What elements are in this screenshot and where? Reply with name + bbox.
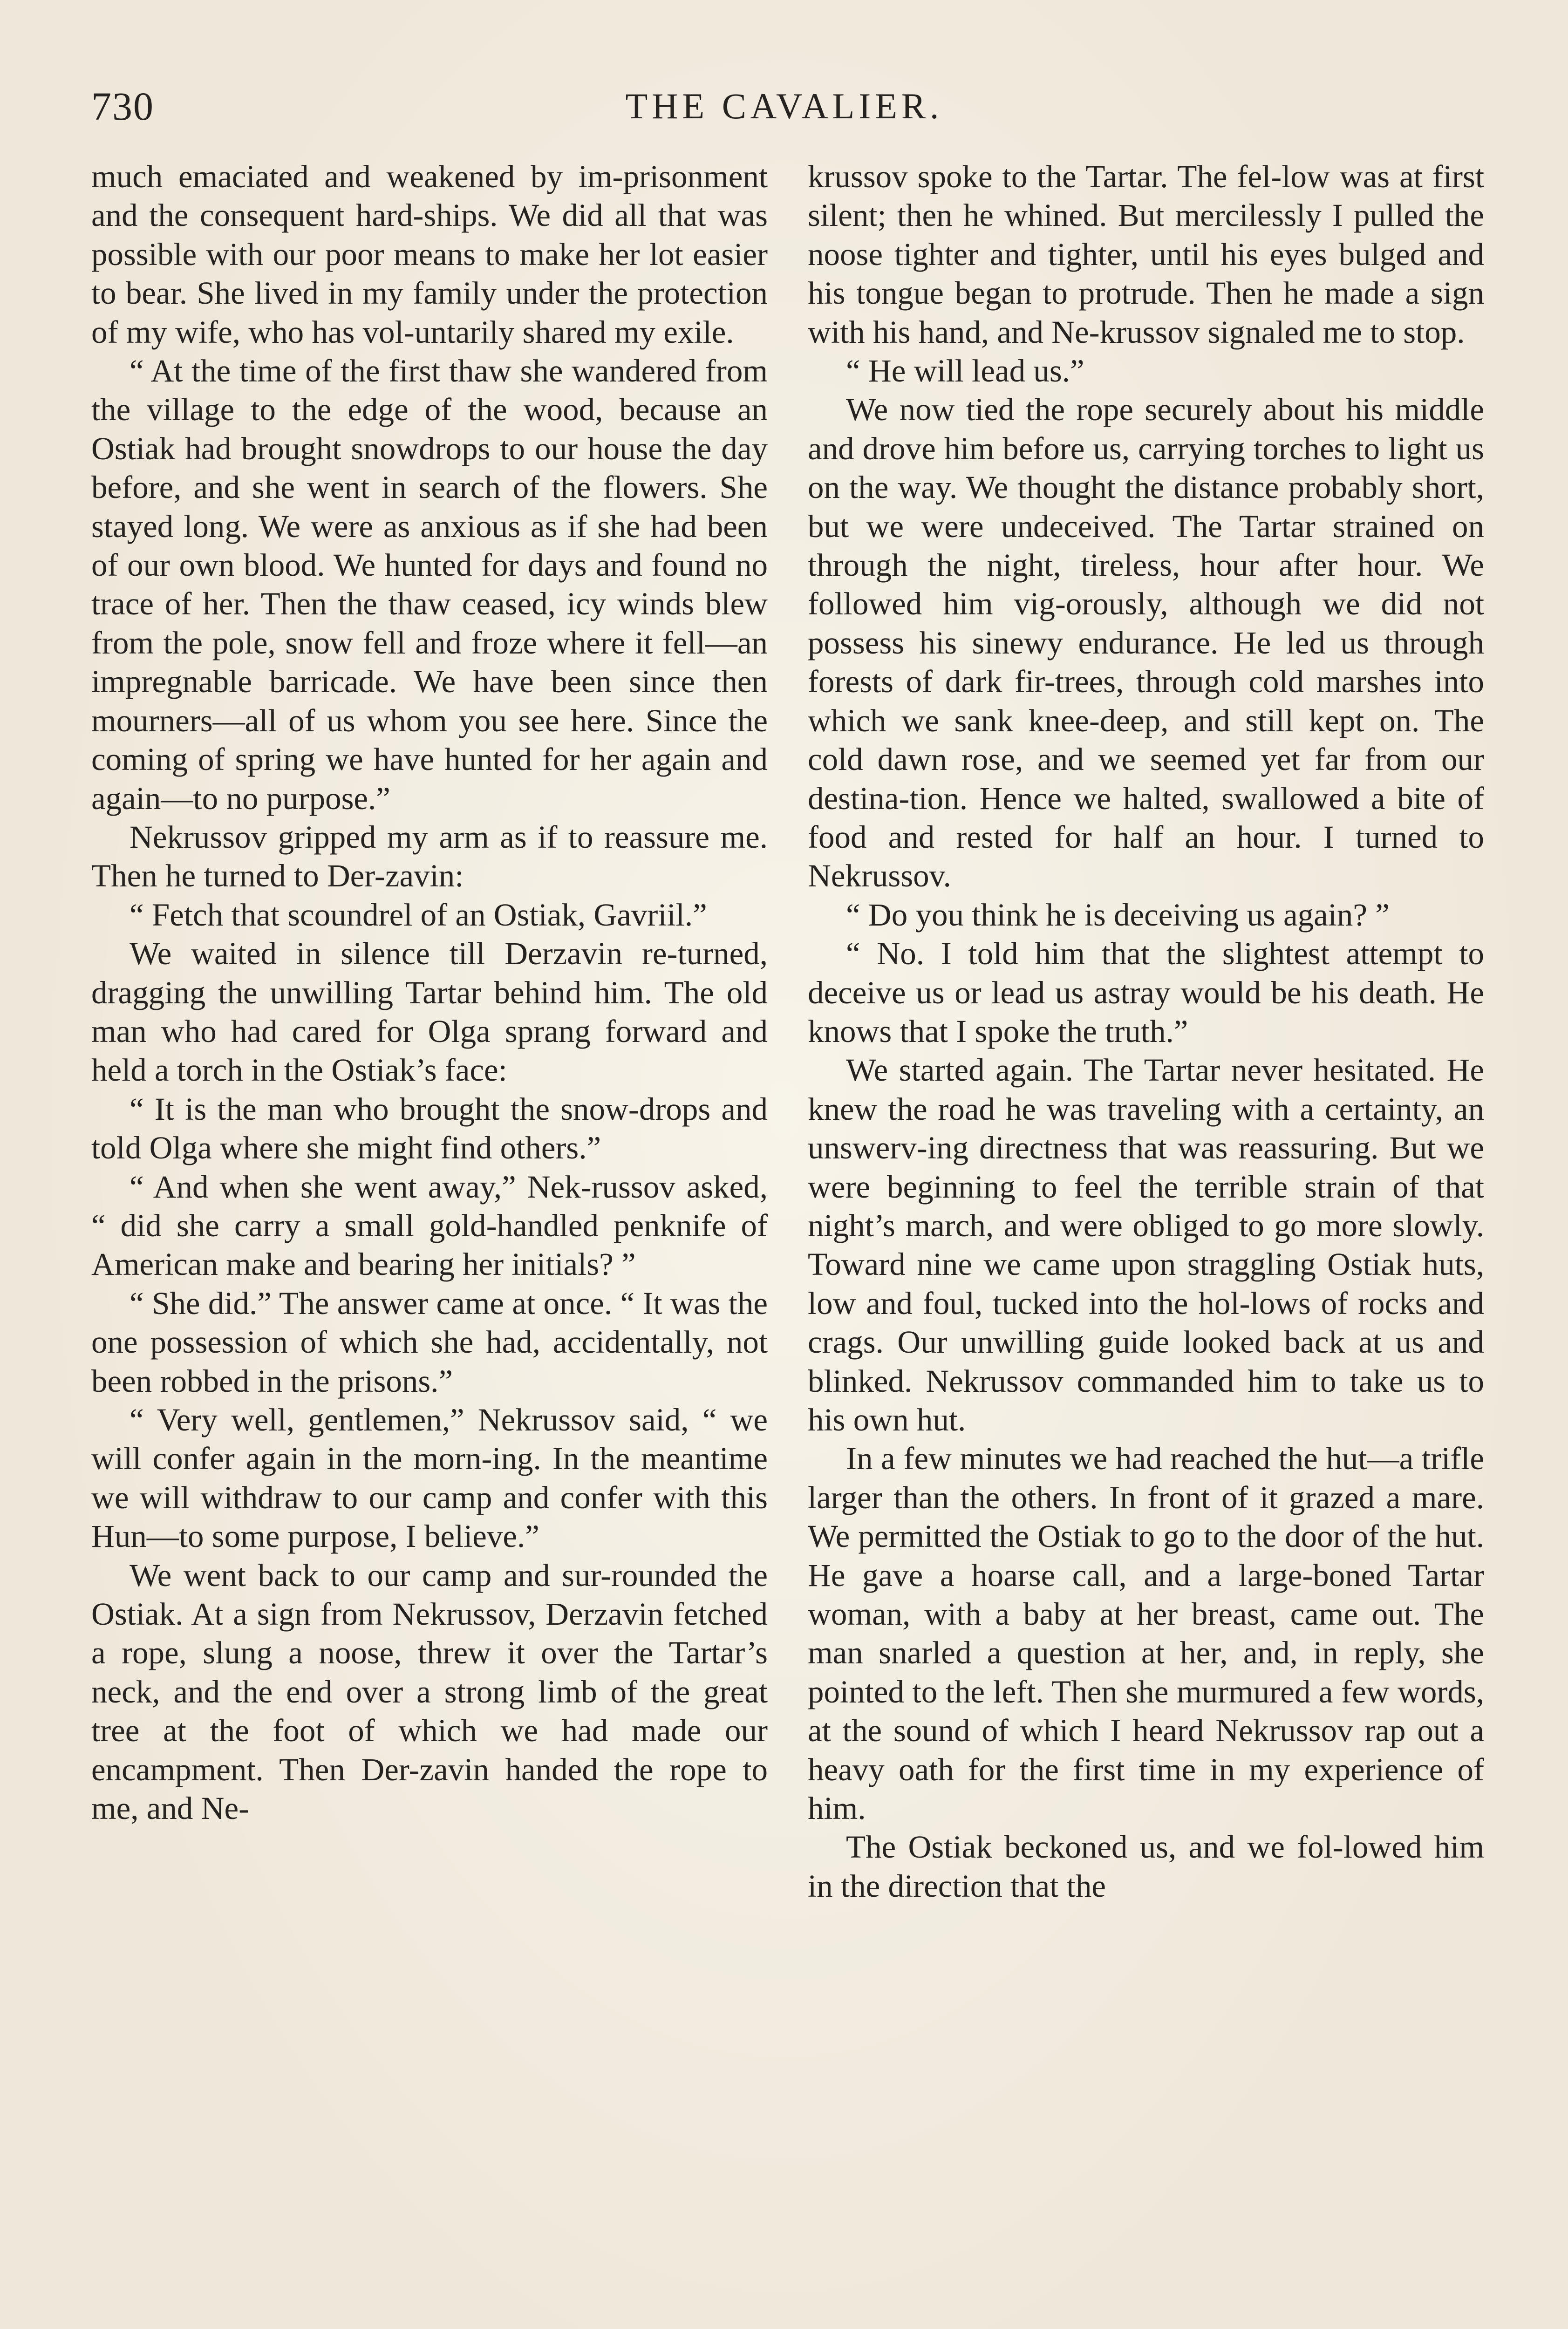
paragraph: “ It is the man who brought the snow-drops and told Olga where she might find others.” — [91, 1091, 768, 1166]
paragraph: We started again. The Tartar never hesitated. He knew the road he was traveling with a certainty, an unswerv-ing directness that was reassuring. But we were beginning to feel the terrible strain of that night’s march, and were obliged to go more slowly. Toward nine we came upon straggling Ostiak huts, low and foul, tucked into the hol-lows of rocks and crags. Our unwilling guide looked back at us and blinked. Nekrussov commanded him to take us to his own hut. — [808, 1052, 1484, 1437]
paragraph: krussov spoke to the Tartar. The fel-low was at first silent; then he whined. But mercilessly I pulled the noose tighter and tighter, until his eyes bulged and his tongue began to protrude. Then he made a sign with his hand, and Ne-krussov signaled me to stop. — [808, 159, 1484, 350]
paragraph: We waited in silence till Derzavin re-turned, dragging the unwilling Tartar behind him. The old man who had cared for Olga sprang forward and held a torch in the Ostiak’s face: — [91, 936, 768, 1088]
paragraph: We now tied the rope securely about his middle and drove him before us, carrying torches to light us on the way. We thought the distance probably short, but we were undeceived. The Tartar strained on through the night, tireless, hour after hour. We followed him vig-orously, although we did not possess his sinewy endurance. He led us through forests of dark fir-trees, through cold marshes into which we sank knee-deep, and still kept on. The cold dawn rose, and we seemed yet far from our destina-tion. Hence we halted, swallowed a bite of food and rested for half an hour. I turned to Nekrussov. — [808, 392, 1484, 894]
left-column — [91, 157, 768, 1828]
paragraph: “ And when she went away,” Nek-russov asked, “ did she carry a small gold-handled penknife of American make and bearing her initials? ” — [91, 1169, 768, 1282]
page-number: 730 — [91, 84, 154, 129]
paragraph: “ Do you think he is deceiving us again? ” — [846, 897, 1390, 933]
paragraph: “ He will lead us.” — [846, 353, 1084, 389]
paragraph: “ Fetch that scoundrel of an Ostiak, Gavriil.” — [130, 897, 707, 933]
running-title: THE CAVALIER. — [625, 86, 943, 126]
paragraph: In a few minutes we had reached the hut—a trifle larger than the others. In front of it grazed a mare. We permitted the Ostiak to go to the door of the hut. He gave a hoarse call, and a large-boned Tartar woman, with a baby at her breast, came out. The man snarled a question at her, and, in reply, she pointed to the left. Then she murmured a few words, at the sound of which I heard Nekrussov rap out a heavy oath for the first time in my experience of him. — [808, 1441, 1484, 1826]
paragraph: “ At the time of the first thaw she wandered from the village to the edge of the wood, because an Ostiak had brought snowdrops to our house the day before, and she went in search of the flowers. She stayed long. We were as anxious as if she had been of our own blood. We hunted for days and found no trace of her. Then the thaw ceased, icy winds blew from the pole, snow fell and froze where it fell—an impregnable barricade. We have been since then mourners—all of us whom you see here. Since the coming of spring we have hunted for her again and again—to no purpose.” — [91, 353, 768, 816]
paragraph: Nekrussov gripped my arm as if to reassure me. Then he turned to Der-zavin: — [91, 819, 768, 894]
paragraph: much emaciated and weakened by im-prisonment and the consequent hard-ships. We did all that was possible with our poor means to make her lot easier to bear. She lived in my family under the protection of my wife, who has vol-untarily shared my exile. — [91, 159, 768, 350]
page-header — [91, 78, 1477, 134]
paragraph: The Ostiak beckoned us, and we fol-lowed him in the direction that the — [808, 1829, 1484, 1904]
paragraph: We went back to our camp and sur-rounded the Ostiak. At a sign from Nekrussov, Derzavin fetched a rope, slung a noose, threw it over the Tartar’s neck, and the end over a strong limb of the great tree at the foot of which we had made our encampment. Then Der-zavin handed the rope to me, and Ne- — [91, 1557, 768, 1826]
paragraph: “ Very well, gentlemen,” Nekrussov said, “ we will confer again in the morn-ing. In the meantime we will withdraw to our camp and confer with this Hun—to some purpose, I believe.” — [91, 1402, 768, 1554]
paragraph: “ No. I told him that the slightest attempt to deceive us or lead us astray would be his death. He knows that I spoke the truth.” — [808, 936, 1484, 1049]
paragraph: “ She did.” The answer came at once. “ It was the one possession of which she had, accidentally, not been robbed in the prisons.” — [91, 1285, 768, 1399]
right-column — [808, 157, 1484, 1906]
